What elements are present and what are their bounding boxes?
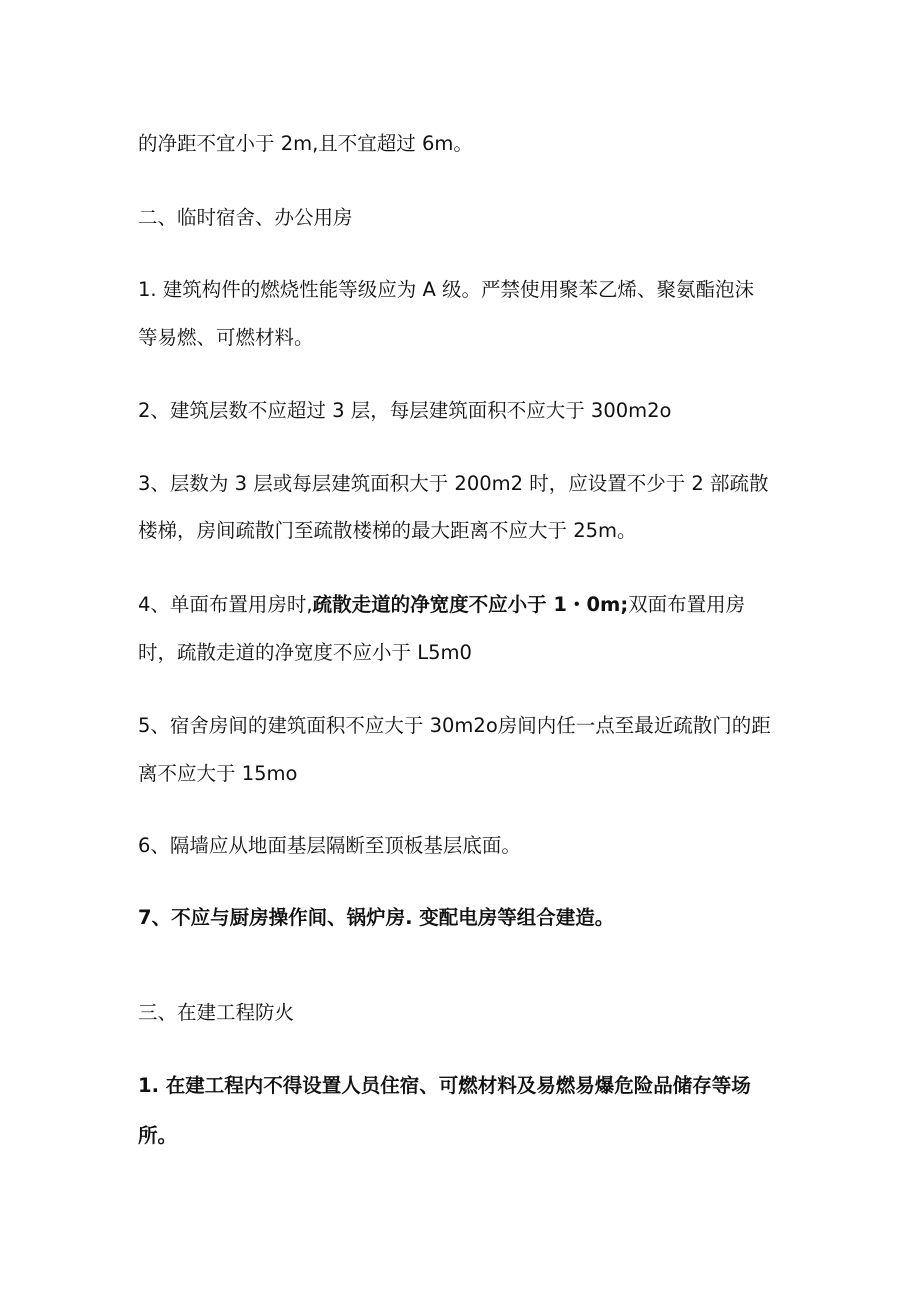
paragraph-line: 5、宿舍房间的建筑面积不应大于 30m2o房间内任一点至最近疏散门的距: [138, 714, 771, 737]
paragraph-line: 6、隔墙应从地面基层隔断至顶板基层底面。: [138, 834, 521, 857]
bold-segment: 疏散走道的净宽度不应小于 1・0m;: [312, 593, 629, 616]
paragraph-line: 的净距不宜小于 2m,且不宜超过 6m。: [138, 132, 473, 155]
paragraph-line: 楼梯，房间疏散门至疏散楼梯的最大距离不应大于 25m。: [138, 519, 637, 542]
bold-paragraph-line: 所。: [138, 1124, 178, 1147]
paragraph-line: 等易燃、可燃材料。: [138, 326, 314, 349]
line-segment: 4、单面布置用房时,: [138, 593, 313, 616]
paragraph-line: 2、建筑层数不应超过 3 层，每层建筑面积不应大于 300m2o: [138, 399, 672, 422]
section-heading: 二、临时宿舍、办公用房: [138, 206, 353, 229]
bold-paragraph-line: 7、不应与厨房操作间、锅炉房. 变配电房等组合建造。: [138, 906, 615, 929]
line-segment: 双面布置用房: [628, 593, 746, 616]
paragraph-line: 时，疏散走道的净宽度不应小于 L5m0: [138, 641, 472, 664]
paragraph-line: 离不应大于 15mo: [138, 762, 298, 785]
paragraph-line: 1. 建筑构件的燃烧性能等级应为 A 级。严禁使用聚苯乙烯、聚氨酯泡沫: [138, 278, 755, 301]
paragraph-line: 3、层数为 3 层或每层建筑面积大于 200m2 时，应设置不少于 2 部疏散: [138, 472, 769, 495]
bold-paragraph-line: 1. 在建工程内不得设置人员住宿、可燃材料及易燃易爆危险品储存等场: [138, 1074, 751, 1097]
section-heading: 三、在建工程防火: [138, 1001, 295, 1024]
paragraph-line: [138, 593, 745, 617]
